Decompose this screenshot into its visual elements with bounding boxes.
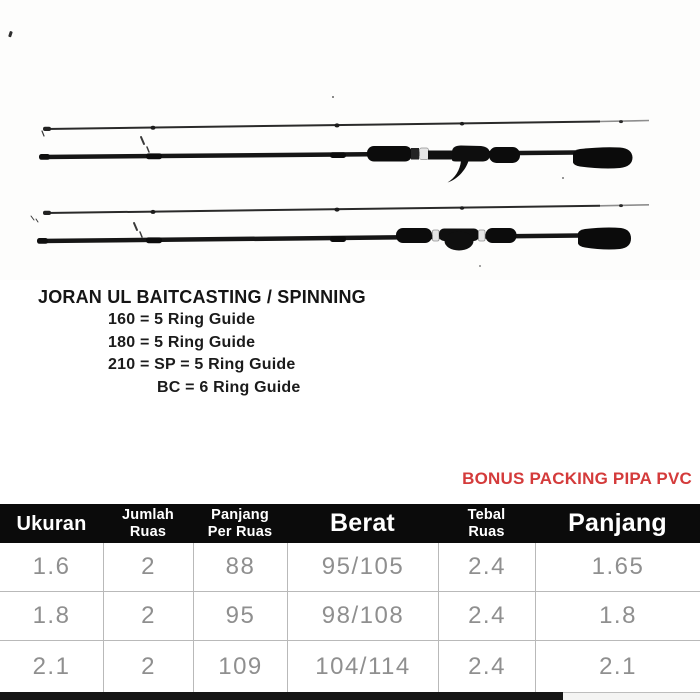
product-photo xyxy=(0,0,700,280)
cell-ukuran: 1.8 xyxy=(32,602,71,629)
spinning-rod-image xyxy=(37,204,649,250)
header-label-line2: Ruas xyxy=(468,523,505,540)
cell-tebal-ruas: 2.4 xyxy=(438,592,535,640)
ring-guide-specs xyxy=(0,309,300,399)
cell-panjang-per-ruas: 95 xyxy=(193,592,287,640)
table-row xyxy=(0,641,700,692)
cell-ukuran: 1.6 xyxy=(32,553,71,580)
baitcasting-rod-image xyxy=(39,120,649,182)
cell-berat: 104/114 xyxy=(287,641,438,692)
cell-berat: 98/108 xyxy=(287,592,438,640)
cell-panjang-per-ruas: 109 xyxy=(193,641,287,692)
table-header-row xyxy=(0,504,700,543)
header-cell-panjang xyxy=(535,504,700,543)
rods-illustration xyxy=(0,0,700,280)
cell-tebal-ruas: 2.4 xyxy=(438,543,535,591)
header-label-line2: Per Ruas xyxy=(207,523,273,540)
header-cell-jumlah-ruas xyxy=(103,504,193,543)
spec-line-210-bc: BC = 6 Ring Guide xyxy=(157,378,301,396)
table-row xyxy=(0,592,700,641)
header-cell-panjang-per-ruas xyxy=(193,504,287,543)
header-label: Ukuran xyxy=(16,512,87,535)
cell-tebal-ruas: 2.4 xyxy=(438,641,535,692)
cell-jumlah-ruas: 2 xyxy=(103,543,193,591)
header-label: Panjang xyxy=(568,509,667,537)
header-label-line1: Tebal xyxy=(467,507,506,523)
cell-panjang-per-ruas: 88 xyxy=(193,543,287,591)
spec-line-180: 180 = 5 Ring Guide xyxy=(108,333,256,351)
header-label: Berat xyxy=(330,509,395,537)
bonus-note: BONUS PACKING PIPA PVC xyxy=(462,469,692,488)
bottom-cutoff-dark xyxy=(0,692,563,700)
header-cell-berat xyxy=(287,504,438,543)
product-title: JORAN UL BAITCASTING / SPINNING xyxy=(38,287,366,307)
header-label-line1: Panjang xyxy=(211,507,269,523)
cell-panjang: 1.65 xyxy=(535,543,700,591)
header-label-line2: Ruas xyxy=(129,523,167,540)
spec-line-210-sp: 210 = SP = 5 Ring Guide xyxy=(108,356,296,373)
table-row xyxy=(0,543,700,592)
header-label-line1: Jumlah xyxy=(122,507,174,523)
cell-panjang: 1.8 xyxy=(535,592,700,640)
cell-jumlah-ruas: 2 xyxy=(103,592,193,640)
header-cell-tebal-ruas xyxy=(438,504,535,543)
bottom-cutoff-strip xyxy=(0,692,700,700)
cell-ukuran: 2.1 xyxy=(32,652,71,680)
bottom-cutoff-light xyxy=(563,692,700,700)
cell-jumlah-ruas: 2 xyxy=(103,641,193,692)
header-cell-ukuran xyxy=(0,504,103,543)
cell-panjang: 2.1 xyxy=(535,641,700,692)
spec-line-160: 160 = 5 Ring Guide xyxy=(108,311,256,328)
spec-table xyxy=(0,504,700,692)
cell-berat: 95/105 xyxy=(287,543,438,591)
